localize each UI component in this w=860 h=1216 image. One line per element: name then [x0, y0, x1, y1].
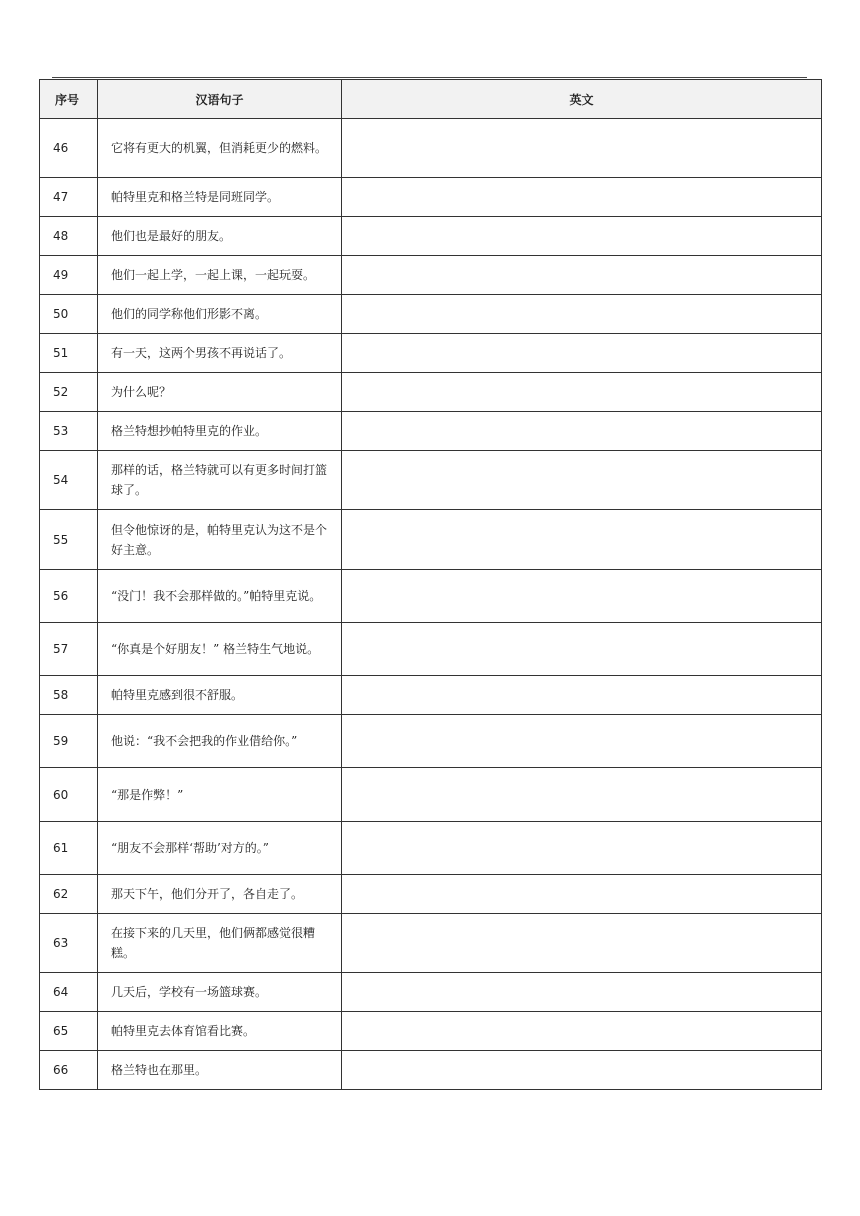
chinese-sentence: 格兰特也在那里。: [98, 1051, 342, 1090]
chinese-sentence: 帕特里克去体育馆看比赛。: [98, 1012, 342, 1051]
chinese-sentence: 为什么呢？: [98, 373, 342, 412]
chinese-sentence: 几天后，学校有一场篮球赛。: [98, 973, 342, 1012]
english-answer-cell[interactable]: [342, 623, 822, 676]
row-number: 52: [40, 373, 98, 412]
row-number: 66: [40, 1051, 98, 1090]
table-row: [40, 334, 822, 373]
english-answer-cell[interactable]: [342, 973, 822, 1012]
row-number: 49: [40, 256, 98, 295]
translation-table: [39, 79, 822, 1090]
english-answer-cell[interactable]: [342, 875, 822, 914]
english-answer-cell[interactable]: [342, 412, 822, 451]
row-number: 62: [40, 875, 98, 914]
english-answer-cell[interactable]: [342, 510, 822, 570]
row-number: 58: [40, 676, 98, 715]
row-number: 59: [40, 715, 98, 768]
chinese-sentence: “朋友不会那样‘帮助’对方的。”: [98, 822, 342, 875]
row-number: 63: [40, 914, 98, 973]
table-row: [40, 768, 822, 822]
english-answer-cell[interactable]: [342, 715, 822, 768]
row-number: 48: [40, 217, 98, 256]
header-chinese: 汉语句子: [98, 80, 342, 119]
chinese-sentence: “没门！我不会那样做的。”帕特里克说。: [98, 570, 342, 623]
row-number: 56: [40, 570, 98, 623]
english-answer-cell[interactable]: [342, 119, 822, 178]
table-row: [40, 875, 822, 914]
row-number: 65: [40, 1012, 98, 1051]
english-answer-cell[interactable]: [342, 256, 822, 295]
chinese-sentence: 他们的同学称他们形影不离。: [98, 295, 342, 334]
table-row: [40, 217, 822, 256]
chinese-sentence: 他们也是最好的朋友。: [98, 217, 342, 256]
header-number: 序号: [40, 80, 98, 119]
top-rule: [52, 77, 807, 78]
chinese-sentence: 它将有更大的机翼，但消耗更少的燃料。: [98, 119, 342, 178]
table-row: [40, 973, 822, 1012]
header-english: 英文: [342, 80, 822, 119]
row-number: 50: [40, 295, 98, 334]
table-row: [40, 178, 822, 217]
chinese-sentence: 那天下午，他们分开了，各自走了。: [98, 875, 342, 914]
table-row: [40, 715, 822, 768]
table-row: [40, 119, 822, 178]
english-answer-cell[interactable]: [342, 768, 822, 822]
english-answer-cell[interactable]: [342, 570, 822, 623]
english-answer-cell[interactable]: [342, 822, 822, 875]
table-row: [40, 822, 822, 875]
row-number: 60: [40, 768, 98, 822]
row-number: 46: [40, 119, 98, 178]
row-number: 53: [40, 412, 98, 451]
row-number: 47: [40, 178, 98, 217]
table-row: [40, 412, 822, 451]
english-answer-cell[interactable]: [342, 373, 822, 412]
english-answer-cell[interactable]: [342, 1012, 822, 1051]
english-answer-cell[interactable]: [342, 914, 822, 973]
table-row: [40, 373, 822, 412]
row-number: 54: [40, 451, 98, 510]
chinese-sentence: “那是作弊！”: [98, 768, 342, 822]
row-number: 57: [40, 623, 98, 676]
table-row: [40, 914, 822, 973]
chinese-sentence: 格兰特想抄帕特里克的作业。: [98, 412, 342, 451]
english-answer-cell[interactable]: [342, 295, 822, 334]
row-number: 55: [40, 510, 98, 570]
english-answer-cell[interactable]: [342, 334, 822, 373]
table-row: [40, 570, 822, 623]
table-row: [40, 256, 822, 295]
chinese-sentence: 他们一起上学，一起上课，一起玩耍。: [98, 256, 342, 295]
table-row: [40, 295, 822, 334]
chinese-sentence: 帕特里克感到很不舒服。: [98, 676, 342, 715]
english-answer-cell[interactable]: [342, 178, 822, 217]
table-row: [40, 451, 822, 510]
chinese-sentence: 他说：“我不会把我的作业借给你。”: [98, 715, 342, 768]
chinese-sentence: 帕特里克和格兰特是同班同学。: [98, 178, 342, 217]
row-number: 64: [40, 973, 98, 1012]
table-row: [40, 1012, 822, 1051]
table-row: [40, 623, 822, 676]
row-number: 51: [40, 334, 98, 373]
table-row: [40, 676, 822, 715]
chinese-sentence: “你真是个好朋友！” 格兰特生气地说。: [98, 623, 342, 676]
chinese-sentence: 有一天，这两个男孩不再说话了。: [98, 334, 342, 373]
chinese-sentence: 在接下来的几天里，他们俩都感觉很糟糕。: [98, 914, 342, 973]
table-row: [40, 510, 822, 570]
header-row: [40, 80, 822, 119]
chinese-sentence: 那样的话，格兰特就可以有更多时间打篮球了。: [98, 451, 342, 510]
english-answer-cell[interactable]: [342, 451, 822, 510]
english-answer-cell[interactable]: [342, 217, 822, 256]
table-row: [40, 1051, 822, 1090]
row-number: 61: [40, 822, 98, 875]
english-answer-cell[interactable]: [342, 676, 822, 715]
chinese-sentence: 但令他惊讶的是，帕特里克认为这不是个好主意。: [98, 510, 342, 570]
english-answer-cell[interactable]: [342, 1051, 822, 1090]
